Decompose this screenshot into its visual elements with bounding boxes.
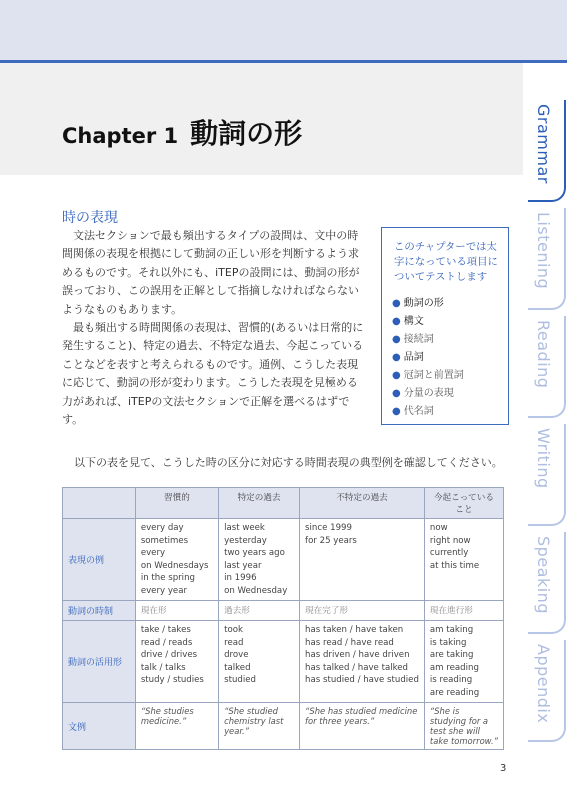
tab-appendix[interactable] xyxy=(528,640,566,742)
header-cell: 今起こっていること xyxy=(424,488,503,519)
header-cell: 習慣的 xyxy=(135,488,218,519)
tab-grammar[interactable] xyxy=(528,100,566,202)
table-row xyxy=(63,601,504,621)
body-text xyxy=(62,227,364,429)
tab-label: Listening xyxy=(534,212,553,290)
topic-label: 動詞の形 xyxy=(403,298,444,309)
cell-line: has studied / have studied xyxy=(305,675,419,685)
cell-line: has taken / have taken xyxy=(305,625,404,635)
example-sentence: “She studies medicine.” xyxy=(135,703,218,750)
topic-label: 分量の表現 xyxy=(403,388,454,399)
bullet-icon: ● xyxy=(392,370,401,381)
cell-line: take / takes xyxy=(140,625,191,635)
paragraph: 文法セクションで最も頻出するタイプの設問は、文中の時間関係の表現を根拠にして動詞の正しい形を判断するよう求めるものです。それ以外にも、iTEPの設問には、動詞の形が誤っており、この誤用を正解として指摘しなければならないようなものもあります。 xyxy=(62,229,360,316)
table-row xyxy=(63,703,504,750)
cell-line: since 1999 xyxy=(305,523,352,533)
cell-line: for 25 years xyxy=(305,535,357,546)
example-sentence: “She has studied medicine for three years.” xyxy=(300,703,425,750)
cell-line: on Wednesday xyxy=(224,585,288,596)
bullet-icon: ● xyxy=(392,406,401,417)
cell-line: last week xyxy=(224,523,265,533)
topic-item xyxy=(392,295,464,313)
cell-line: talked xyxy=(224,662,251,673)
cell-line: are taking xyxy=(429,650,474,660)
cell-line: drive / drives xyxy=(140,650,198,660)
cell-line: talk / talks xyxy=(140,662,186,673)
table-cell: 過去形 xyxy=(219,601,300,621)
tab-label: Appendix xyxy=(534,644,553,724)
bullet-icon: ● xyxy=(392,316,401,327)
table-cell xyxy=(424,621,503,703)
table-row xyxy=(63,621,504,703)
topics-box-title: このチャプターでは太字になっている項目についてテストします xyxy=(394,241,498,283)
row-label: 動詞の活用形 xyxy=(63,621,136,703)
tab-label: Reading xyxy=(534,320,553,389)
cell-line: am reading xyxy=(429,662,479,673)
chapter-name: 動詞の形 xyxy=(190,117,303,150)
tab-reading[interactable] xyxy=(528,316,566,418)
page-number: 3 xyxy=(500,763,507,774)
table-cell xyxy=(424,519,503,601)
topics-box xyxy=(381,227,509,425)
topic-item xyxy=(392,313,464,331)
table-cell xyxy=(219,519,300,601)
topic-item xyxy=(392,331,464,349)
topic-item xyxy=(392,385,464,403)
cell-line: now xyxy=(429,523,448,533)
table-cell: 現在進行形 xyxy=(424,601,503,621)
row-label: 文例 xyxy=(63,703,136,750)
bullet-icon: ● xyxy=(392,388,401,399)
cell-line: in 1996 xyxy=(224,573,257,583)
cell-line: read xyxy=(224,637,244,648)
tab-label: Speaking xyxy=(534,536,553,614)
topic-label: 冠詞と前置詞 xyxy=(403,370,464,381)
cell-line: at this time xyxy=(429,560,480,571)
tab-listening[interactable] xyxy=(528,208,566,310)
topic-label: 品詞 xyxy=(403,352,424,363)
cell-line: two years ago xyxy=(224,548,285,558)
bullet-icon: ● xyxy=(392,334,401,345)
cell-line: took xyxy=(224,625,243,635)
bullet-icon: ● xyxy=(392,352,401,363)
header-cell xyxy=(63,488,136,519)
table-row xyxy=(63,519,504,601)
header-cell: 不特定の過去 xyxy=(300,488,425,519)
header-cell: 特定の過去 xyxy=(219,488,300,519)
table-cell xyxy=(300,621,425,703)
cell-line: every day xyxy=(140,523,184,533)
cell-line: right now xyxy=(429,535,471,546)
example-sentence: “She studied chemistry last year.” xyxy=(219,703,300,750)
tab-label: Writing xyxy=(534,428,553,489)
cell-line: is reading xyxy=(429,675,473,685)
row-label: 表現の例 xyxy=(63,519,136,601)
tense-table xyxy=(62,487,504,750)
tab-writing[interactable] xyxy=(528,424,566,526)
cell-line: read / reads xyxy=(140,637,193,648)
cell-line: currently xyxy=(429,548,469,558)
cell-line: every year xyxy=(140,585,187,596)
row-label: 動詞の時制 xyxy=(63,601,136,621)
bullet-icon: ● xyxy=(392,298,401,309)
cell-line: has read / have read xyxy=(305,637,394,648)
example-sentence: “She is studying for a test she will take tomorrow.” xyxy=(424,703,503,750)
cell-line: is taking xyxy=(429,637,467,648)
table-cell xyxy=(135,621,218,703)
section-heading: 時の表現 xyxy=(62,210,118,226)
cell-line: sometimes xyxy=(140,535,189,546)
cell-line: study / studies xyxy=(140,675,204,685)
cell-line: last year xyxy=(224,560,262,571)
topic-label: 構文 xyxy=(403,316,424,327)
table-cell: 現在形 xyxy=(135,601,218,621)
cell-line: has driven / have driven xyxy=(305,650,410,660)
chapter-number: Chapter 1 xyxy=(62,124,179,148)
cell-line: drove xyxy=(224,650,249,660)
cell-line: am taking xyxy=(429,625,474,635)
table-cell xyxy=(300,519,425,601)
table-cell: 現在完了形 xyxy=(300,601,425,621)
topic-label: 代名詞 xyxy=(403,406,434,417)
topic-item xyxy=(392,349,464,367)
chapter-title xyxy=(62,112,302,152)
cell-line: studied xyxy=(224,675,256,685)
cell-line: yesterday xyxy=(224,535,267,546)
tab-speaking[interactable] xyxy=(528,532,566,634)
table-header-row xyxy=(63,488,504,519)
top-band xyxy=(0,0,567,60)
cell-line: are reading xyxy=(429,687,480,698)
tab-label: Grammar xyxy=(534,104,553,184)
cell-line: every xyxy=(140,548,166,558)
topic-label: 接続詞 xyxy=(403,334,434,345)
section-tabs xyxy=(524,100,567,750)
topic-item xyxy=(392,403,464,421)
paragraph: 最も頻出する時間関係の表現は、習慣的(あるいは日常的に発生すること)、特定の過去、不特定な過去、今起こっていることなどを表すと考えられるものです。通例、こうした表現に応じて、動詞の形が変わります。こうした表現を見極める力があれば、iTEPの文法セクションで正解を選べるはずです。 xyxy=(62,321,364,427)
topics-list xyxy=(392,295,464,421)
table-cell xyxy=(135,519,218,601)
topic-item xyxy=(392,367,464,385)
table-intro: 以下の表を見て、こうした時の区分に対応する時間表現の典型例を確認してください。 xyxy=(74,456,503,469)
cell-line: in the spring xyxy=(140,573,195,583)
table-cell xyxy=(219,621,300,703)
cell-line: has talked / have talked xyxy=(305,662,409,673)
cell-line: on Wednesdays xyxy=(140,560,209,571)
